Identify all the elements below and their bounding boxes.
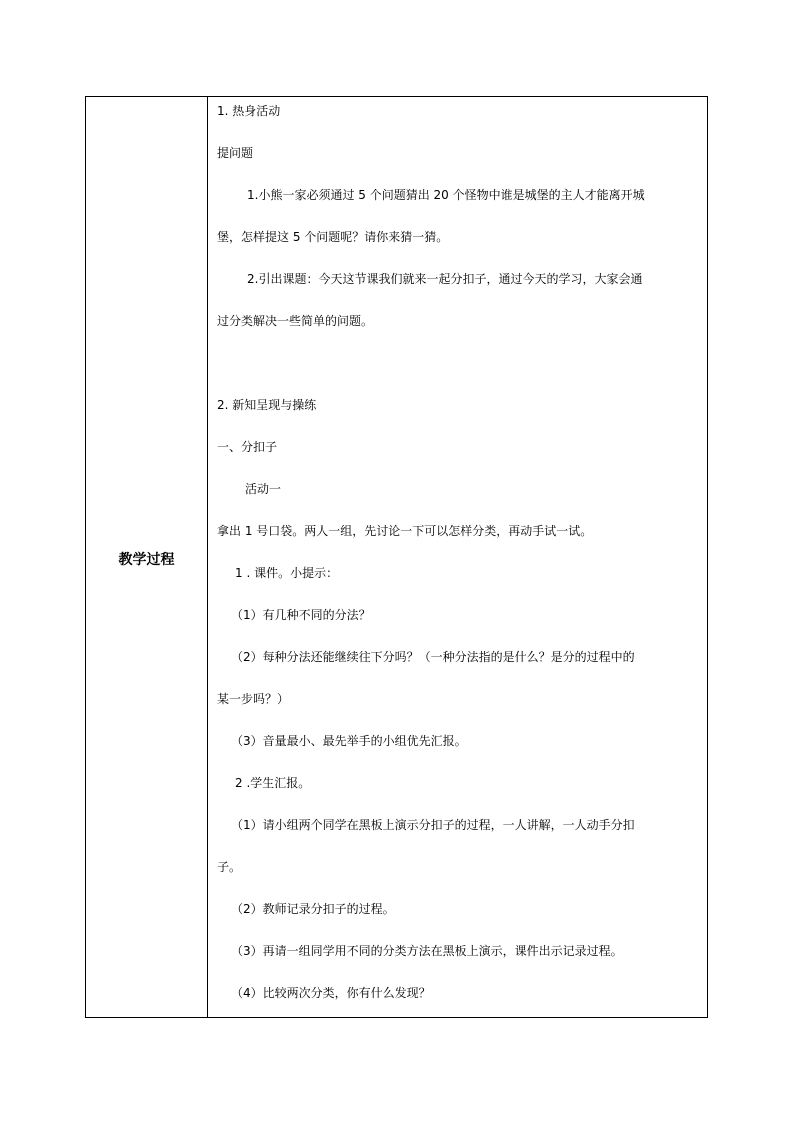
content-line: 1 . 课件。小提示： [235,566,339,580]
content-line: 子。 [217,860,242,874]
content-line: 1.小熊一家必须通过 5 个问题猜出 20 个怪物中谁是城堡的主人才能离开城 [247,188,645,202]
content-line: 2.引出课题：今天这节课我们就来一起分扣子，通过今天的学习，大家会通 [247,272,643,286]
content-line: 一、分扣子 [217,440,278,454]
content-line: （3）再请一组同学用不同的分类方法在黑板上演示，课件出示记录过程。 [231,944,623,958]
content-line: 1. 热身活动 [217,104,281,118]
section-label: 教学过程 [118,552,175,568]
content-line: （3）音量最小、最先举手的小组优先汇报。 [231,734,467,748]
content-line: 2 .学生汇报。 [235,776,311,790]
content-line: （1）有几种不同的分法？ [231,608,371,622]
lesson-table [85,96,708,1018]
content-line: 过分类解决一些简单的问题。 [217,314,374,328]
label-cell [86,97,208,1017]
content-line: 某一步吗？） [217,692,290,706]
content-line: 活动一 [245,482,282,496]
content-line: 拿出 1 号口袋。两人一组，先讨论一下可以怎样分类，再动手试一试。 [217,524,593,538]
content-line: 提问题 [217,146,254,160]
content-line: （4）比较两次分类，你有什么发现？ [231,986,431,1000]
content-line: 堡，怎样提这 5 个问题呢？请你来猜一猜。 [217,230,449,244]
content-line: 2. 新知呈现与操练 [217,398,317,412]
content-line: （2）教师记录分扣子的过程。 [231,902,395,916]
content-line: （1）请小组两个同学在黑板上演示分扣子的过程，一人讲解，一人动手分扣 [231,818,635,832]
content-cell [208,97,707,1017]
content-line: （2）每种分法还能继续往下分吗？（一种分法指的是什么？是分的过程中的 [231,650,635,664]
